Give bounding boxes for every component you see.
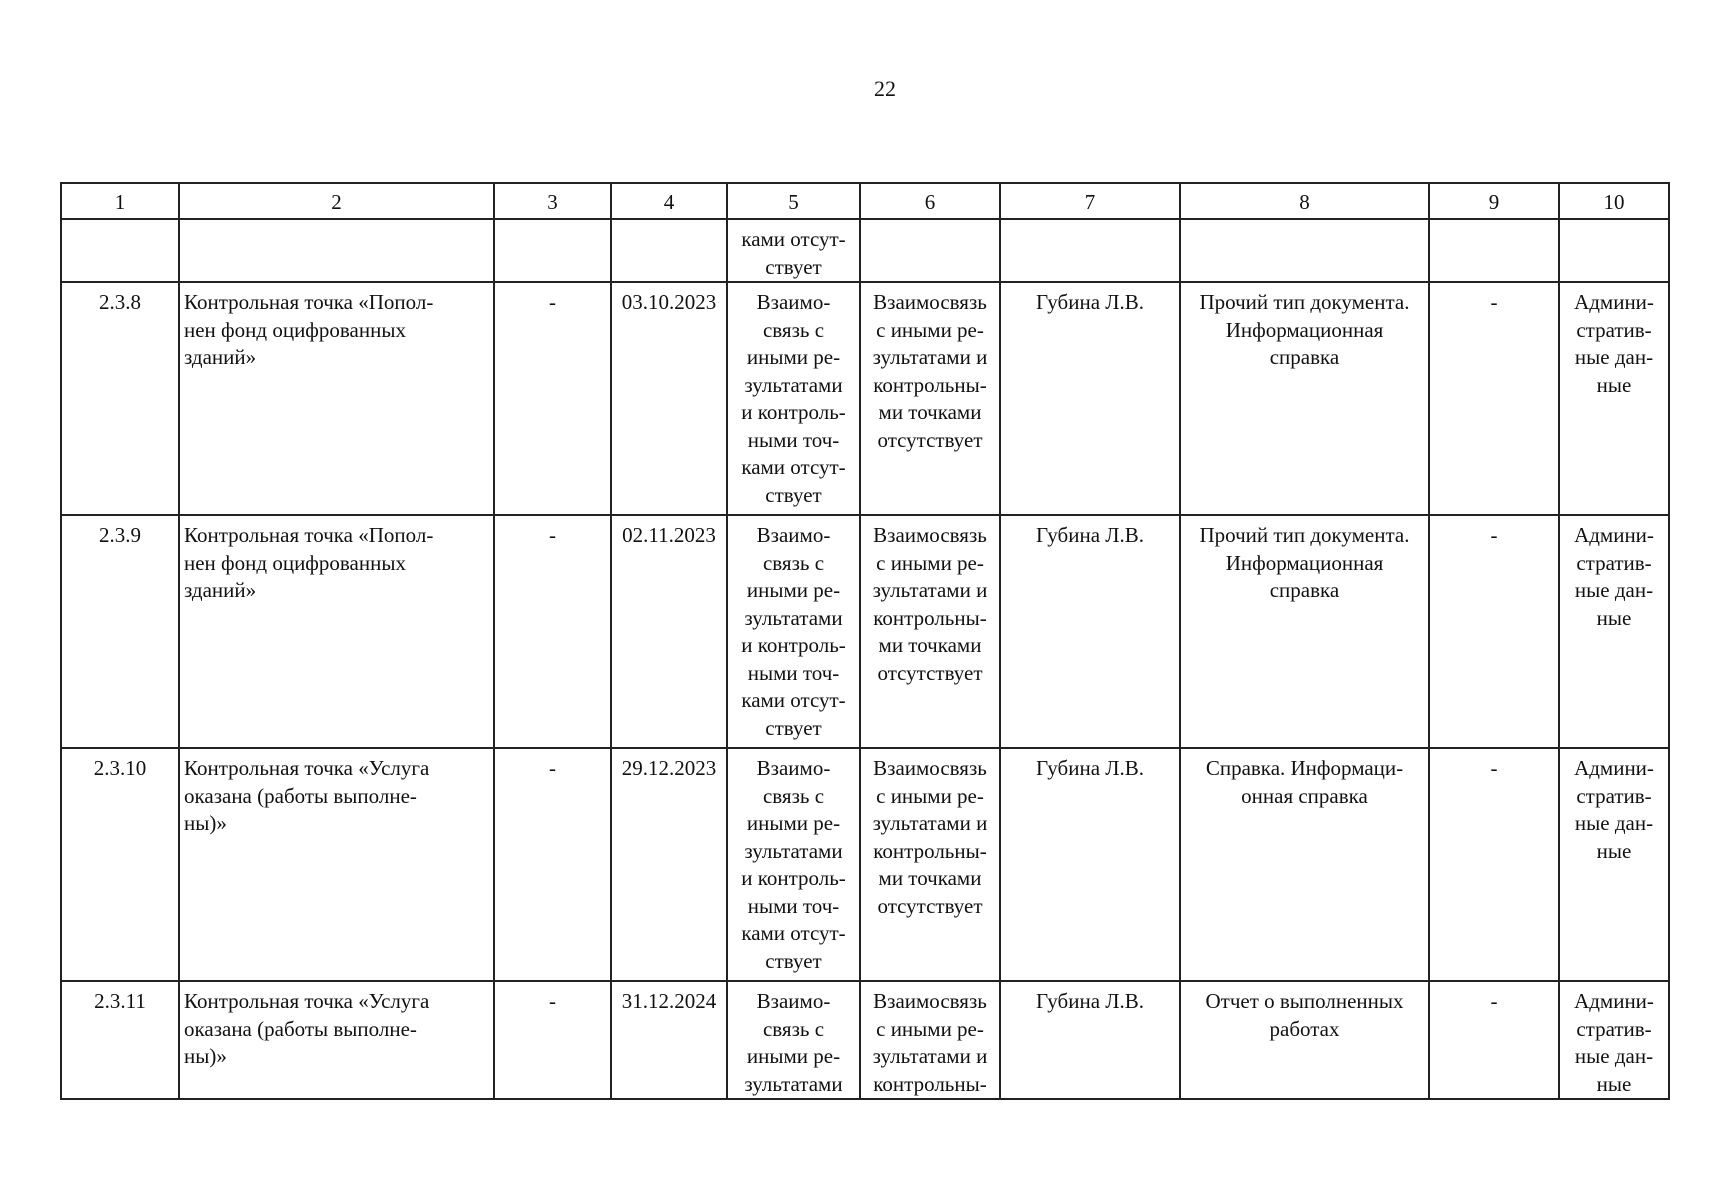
text-line: с иными ре- (876, 1016, 984, 1041)
text-line: зультатами (744, 838, 843, 863)
cell-lines (732, 283, 855, 509)
cell-text: - (549, 290, 556, 314)
text-line: оказана (работы выполне- (184, 1016, 417, 1041)
cell-name (179, 515, 494, 748)
text-line: ными точ- (747, 427, 840, 452)
cell-lines (865, 283, 995, 454)
text-line: Контрольная точка «Попол- (184, 523, 434, 547)
text-line: работах (1269, 1016, 1340, 1041)
cell-source (1559, 515, 1669, 748)
text-line: Отчет о выполненных (1205, 989, 1404, 1013)
cell-date (611, 981, 727, 1099)
text-line: ны)» (184, 1044, 227, 1068)
cell-relation (727, 515, 860, 748)
text-line: справка (1269, 345, 1340, 369)
text-line: онная справка (1241, 783, 1368, 808)
cell-responsible (1000, 282, 1180, 515)
text-line: стратив- (1576, 1016, 1652, 1041)
cell-text: 29.12.2023 (621, 756, 717, 780)
text-line: стратив- (1576, 550, 1652, 575)
cell-col3 (494, 219, 611, 282)
page-number: 22 (874, 76, 896, 101)
cell-text: 02.11.2023 (622, 523, 716, 547)
text-line: ками отсут- (741, 688, 846, 712)
text-line: связь с (762, 550, 825, 575)
cell-col9 (1429, 748, 1559, 981)
cell-col3 (494, 515, 611, 748)
cell-date (611, 748, 727, 981)
column-header: 10 (1559, 183, 1669, 219)
text-line: ствует (765, 948, 822, 973)
cell-text: 2.3.10 (93, 756, 147, 780)
cell-responsible (1000, 981, 1180, 1099)
cell-lines (184, 283, 489, 372)
text-line: ные дан- (1574, 345, 1654, 369)
cell-document-type (1180, 981, 1429, 1099)
cell-lines (184, 516, 489, 605)
cell-col3 (494, 748, 611, 981)
continuation-row (61, 219, 1669, 282)
text-line: ми точками (878, 866, 982, 890)
text-line: нен фонд оцифрованных (184, 317, 406, 342)
cell-document-type (1180, 515, 1429, 748)
cell-number (61, 515, 179, 748)
text-line: контрольны- (873, 372, 987, 397)
cell-relation-2 (860, 219, 1000, 282)
cell-source (1559, 981, 1669, 1099)
table-row (61, 515, 1669, 748)
text-line: иными ре- (746, 811, 841, 835)
text-line: иными ре- (746, 578, 841, 602)
cell-text: - (1490, 989, 1498, 1013)
text-line: ками отсут- (741, 455, 846, 479)
cell-responsible (1000, 748, 1180, 981)
text-line: ные дан- (1574, 1044, 1654, 1068)
cell-lines (732, 749, 855, 975)
text-line: зультатами (744, 1071, 843, 1096)
cell-date (611, 219, 727, 282)
document-table (60, 182, 1670, 1100)
text-line: нен фонд оцифрованных (184, 550, 406, 575)
text-line: зультатами (744, 372, 843, 397)
cell-lines (184, 749, 489, 838)
cell-responsible (1000, 515, 1180, 748)
text-line: Контрольная точка «Попол- (184, 290, 434, 314)
cell-text: - (1490, 523, 1498, 547)
cell-col9 (1429, 282, 1559, 515)
cell-col3 (494, 282, 611, 515)
text-line: зультатами (744, 605, 843, 630)
column-header: 3 (494, 183, 611, 219)
cell-name (179, 219, 494, 282)
cell-relation-2 (860, 981, 1000, 1099)
text-line: ные (1596, 838, 1632, 863)
cell-col9 (1429, 515, 1559, 748)
text-line: зультатами и (872, 578, 988, 602)
cell-lines (1185, 516, 1424, 605)
text-line: контрольны- (873, 1071, 987, 1096)
text-line: контрольны- (873, 838, 987, 863)
cell-text: Губина Л.В. (1035, 756, 1145, 780)
text-line: и контроль- (741, 400, 846, 424)
cell-lines (1564, 516, 1664, 632)
cell-name (179, 282, 494, 515)
column-header: 7 (1000, 183, 1180, 219)
cell-document-type (1180, 282, 1429, 515)
text-line: отсутствует (877, 893, 983, 918)
text-line: связь с (762, 783, 825, 808)
text-line: Информационная (1225, 317, 1384, 342)
cell-date (611, 515, 727, 748)
text-line: справка (1269, 578, 1340, 602)
text-line: зультатами и (872, 811, 988, 835)
text-line: оказана (работы выполне- (184, 783, 417, 808)
cell-source (1559, 748, 1669, 981)
cell-col3 (494, 981, 611, 1099)
text-line: контрольны- (873, 605, 987, 630)
cell-text: 2.3.8 (99, 290, 141, 314)
text-line: Контрольная точка «Услуга (184, 989, 430, 1013)
text-line: связь с (762, 317, 825, 342)
column-header: 6 (860, 183, 1000, 219)
cell-text: Губина Л.В. (1035, 290, 1145, 314)
text-line: с иными ре- (876, 317, 984, 342)
cell-lines (1564, 749, 1664, 865)
cell-lines (732, 982, 855, 1098)
text-line: стратив- (1576, 317, 1652, 342)
text-line: зданий» (184, 345, 257, 369)
text-line: Админи- (1574, 756, 1654, 780)
table-row (61, 282, 1669, 515)
text-line: Контрольная точка «Услуга (184, 756, 430, 780)
text-line: и контроль- (741, 866, 846, 890)
cell-document-type (1180, 748, 1429, 981)
cell-lines (184, 982, 489, 1071)
table-row (61, 748, 1669, 981)
text-line: Админи- (1574, 523, 1654, 547)
text-line: иными ре- (746, 345, 841, 369)
text-line: связь с (762, 1016, 825, 1041)
cell-relation-2 (860, 282, 1000, 515)
cell-text: 2.3.11 (94, 989, 146, 1013)
cell-col9 (1429, 219, 1559, 282)
cell-text: Губина Л.В. (1035, 523, 1145, 547)
header-row (61, 183, 1669, 219)
text-line: Взаимосвязь (873, 989, 987, 1013)
text-line: Админи- (1574, 989, 1654, 1013)
cell-text: - (549, 989, 556, 1013)
text-line: Взаимосвязь (873, 756, 987, 780)
column-header: 9 (1429, 183, 1559, 219)
cell-relation (727, 981, 860, 1099)
cell-text: - (549, 756, 556, 780)
cell-col9 (1429, 981, 1559, 1099)
text-line: ные (1596, 372, 1632, 397)
text-line: Информационная (1225, 550, 1384, 575)
cell-number (61, 748, 179, 981)
text-line: Взаимо- (756, 290, 831, 314)
cell-relation (727, 219, 860, 282)
text-line: ные (1596, 605, 1632, 630)
text-line: Взаимо- (756, 756, 831, 780)
table-row (61, 981, 1669, 1099)
relation-lines (732, 220, 855, 281)
cell-lines (1185, 749, 1424, 810)
text-line: Прочий тип документа. (1199, 523, 1410, 547)
text-line: ками отсут- (741, 921, 846, 945)
cell-lines (1564, 982, 1664, 1098)
cell-lines (1564, 283, 1664, 399)
cell-number (61, 282, 179, 515)
cell-number (61, 219, 179, 282)
text-line: с иными ре- (876, 783, 984, 808)
text-line: и контроль- (741, 633, 846, 657)
text-line: отсутствует (877, 427, 983, 452)
text-line: Прочий тип документа. (1199, 290, 1410, 314)
cell-name (179, 748, 494, 981)
text-line: Админи- (1574, 290, 1654, 314)
text-line: стратив- (1576, 783, 1652, 808)
text-line: зультатами и (872, 1044, 988, 1068)
text-line: Взаимо- (756, 989, 831, 1013)
text-line: ствует (765, 254, 822, 279)
text-line: Взаимосвязь (873, 290, 987, 314)
cell-text: 31.12.2024 (621, 989, 717, 1013)
cell-date (611, 282, 727, 515)
text-line: ными точ- (747, 893, 840, 918)
cell-relation (727, 282, 860, 515)
cell-responsible (1000, 219, 1180, 282)
cell-name (179, 981, 494, 1099)
cell-lines (732, 516, 855, 742)
text-line: зультатами и (872, 345, 988, 369)
text-line: ками отсут- (741, 227, 846, 251)
cell-text: 03.10.2023 (621, 290, 717, 314)
column-header: 5 (727, 183, 860, 219)
cell-text: - (1490, 290, 1498, 314)
text-line: Справка. Информаци- (1205, 756, 1404, 780)
cell-document-type (1180, 219, 1429, 282)
cell-lines (865, 749, 995, 920)
text-line: ми точками (878, 633, 982, 657)
cell-source (1559, 282, 1669, 515)
text-line: ствует (765, 715, 822, 740)
text-line: ны)» (184, 811, 227, 835)
text-line: отсутствует (877, 660, 983, 685)
cell-relation (727, 748, 860, 981)
text-line: ми точками (878, 400, 982, 424)
text-line: ные дан- (1574, 811, 1654, 835)
column-header: 2 (179, 183, 494, 219)
cell-lines (1185, 283, 1424, 372)
text-line: Взаимосвязь (873, 523, 987, 547)
cell-source (1559, 219, 1669, 282)
text-line: ные дан- (1574, 578, 1654, 602)
column-header: 8 (1180, 183, 1429, 219)
text-line: зданий» (184, 578, 257, 602)
cell-text: - (549, 523, 556, 547)
cell-lines (1185, 982, 1424, 1043)
cell-relation-2 (860, 748, 1000, 981)
cell-number (61, 981, 179, 1099)
column-header: 1 (61, 183, 179, 219)
cell-relation-2 (860, 515, 1000, 748)
text-line: с иными ре- (876, 550, 984, 575)
text-line: ствует (765, 482, 822, 507)
cell-text: - (1490, 756, 1498, 780)
text-line: иными ре- (746, 1044, 841, 1068)
cell-lines (865, 516, 995, 687)
cell-text: 2.3.9 (99, 523, 141, 547)
cell-text: Губина Л.В. (1035, 989, 1145, 1013)
column-header: 4 (611, 183, 727, 219)
text-line: Взаимо- (756, 523, 831, 547)
text-line: ными точ- (747, 660, 840, 685)
text-line: ные (1596, 1071, 1632, 1096)
cell-lines (865, 982, 995, 1098)
